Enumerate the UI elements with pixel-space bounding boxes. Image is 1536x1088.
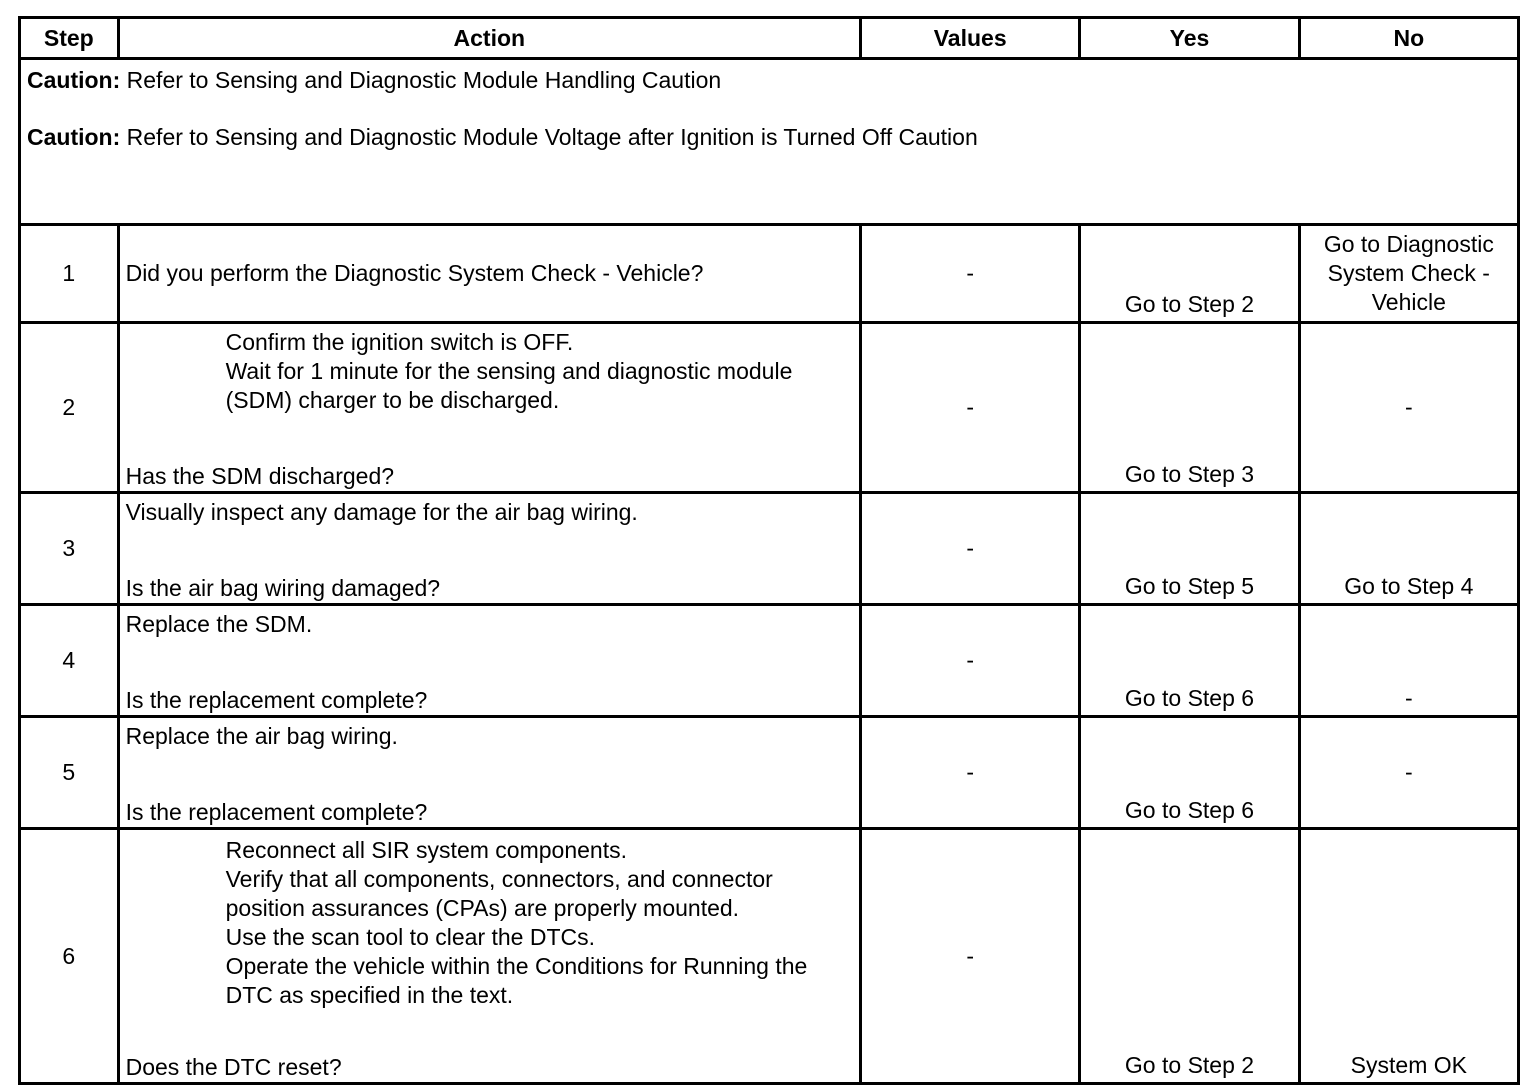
action-question: Is the replacement complete?	[125, 799, 428, 825]
values-cell: -	[861, 717, 1080, 829]
values-cell: -	[861, 493, 1080, 605]
action-step: Replace the air bag wiring.	[125, 723, 398, 749]
action-question: Has the SDM discharged?	[125, 463, 395, 489]
yes-cell: Go to Step 5	[1080, 493, 1299, 605]
header-yes: Yes	[1080, 18, 1299, 59]
values-cell: -	[861, 225, 1080, 323]
action-cell	[118, 605, 860, 717]
no-cell: -	[1299, 605, 1518, 717]
step-number: 5	[20, 717, 119, 829]
yes-cell: Go to Step 3	[1080, 323, 1299, 493]
header-action: Action	[118, 18, 860, 59]
step-number: 4	[20, 605, 119, 717]
diagnostic-table	[18, 16, 1520, 1085]
no-cell: System OK	[1299, 829, 1518, 1084]
values-cell: -	[861, 829, 1080, 1084]
values-cell: -	[861, 323, 1080, 493]
table-row	[20, 717, 1519, 829]
action-step: Visually inspect any damage for the air bag wiring.	[125, 499, 638, 525]
action-question: Does the DTC reset?	[125, 1054, 342, 1080]
action-question: Is the air bag wiring damaged?	[125, 575, 441, 601]
no-cell: Go to Diagnostic System Check - Vehicle	[1299, 225, 1518, 323]
table-row	[20, 605, 1519, 717]
caution-1: Caution: Refer to Sensing and Diagnostic Module Handling Caution	[27, 67, 722, 93]
yes-cell: Go to Step 6	[1080, 717, 1299, 829]
action-question: Is the replacement complete?	[125, 687, 428, 713]
action-step: Wait for 1 minute for the sensing and diagnostic module (SDM) charger to be discharged.	[225, 358, 793, 413]
caution-cell	[20, 59, 1519, 225]
header-step: Step	[20, 18, 119, 59]
caution-2: Caution: Refer to Sensing and Diagnostic Module Voltage after Ignition is Turned Off Caution	[27, 124, 978, 150]
values-cell: -	[861, 605, 1080, 717]
action-cell	[118, 829, 860, 1084]
table-row	[20, 493, 1519, 605]
step-number: 6	[20, 829, 119, 1084]
action-question: Did you perform the Diagnostic System Check - Vehicle?	[118, 225, 860, 323]
header-values: Values	[861, 18, 1080, 59]
caution-row	[20, 59, 1519, 225]
yes-cell: Go to Step 2	[1080, 225, 1299, 323]
action-step: Confirm the ignition switch is OFF.	[225, 329, 574, 355]
action-step: Replace the SDM.	[125, 611, 313, 637]
step-number: 2	[20, 323, 119, 493]
table-row	[20, 225, 1519, 323]
action-step: Use the scan tool to clear the DTCs.	[225, 924, 596, 950]
table-row	[20, 829, 1519, 1084]
no-cell: -	[1299, 323, 1518, 493]
action-cell	[118, 323, 860, 493]
yes-cell: Go to Step 6	[1080, 605, 1299, 717]
header-row	[20, 18, 1519, 59]
action-step: Operate the vehicle within the Conditions for Running the DTC as specified in the text.	[225, 953, 808, 1008]
no-cell: -	[1299, 717, 1518, 829]
step-number: 1	[20, 225, 119, 323]
action-step: Verify that all components, connectors, and connector position assurances (CPAs) are properly mounted.	[225, 866, 773, 921]
action-step: Reconnect all SIR system components.	[225, 837, 627, 863]
no-cell: Go to Step 4	[1299, 493, 1518, 605]
yes-cell: Go to Step 2	[1080, 829, 1299, 1084]
header-no: No	[1299, 18, 1518, 59]
step-number: 3	[20, 493, 119, 605]
action-cell	[118, 493, 860, 605]
action-cell	[118, 717, 860, 829]
table-row	[20, 323, 1519, 493]
